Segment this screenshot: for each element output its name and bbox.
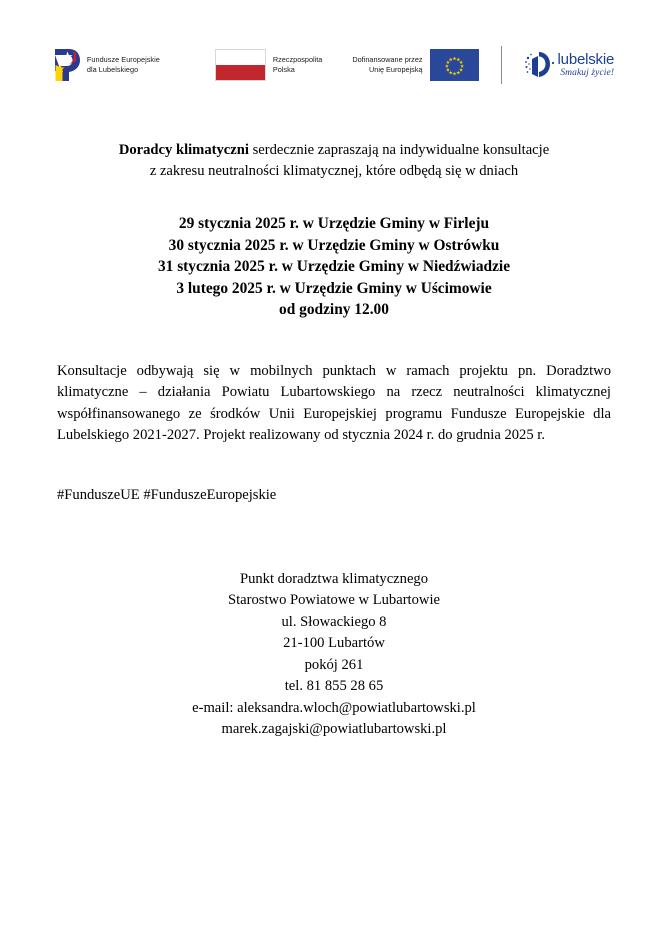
headline-line2: z zakresu neutralności klimatycznej, które odbędą się w dniach [149,163,519,179]
contact-email-primary: e-mail: aleksandra.wloch@powiatlubartowski.pl [192,699,476,716]
lubelskie-logo-block [524,50,615,80]
headline-bold-lead: Doradcy klimatyczni [118,142,249,158]
european-union-logo-block [352,49,478,81]
project-description-paragraph: Konsultacje odbywają się w mobilnych punktach w ramach projektu pn. Doradztwo klimatyczne – działania Powiatu Lubartowskiego na rzecz neutralności klimatycznej współfinansowanego ze środków Unii Europejskiej programu Fundusze Europejskie dla Lubelskiego 2021-2027. Projekt realizowany od stycznia 2024 r. do grudnia 2025 r. [57,362,611,443]
poland-flag-icon [215,49,266,81]
document-body [57,140,611,741]
headline [57,140,611,182]
eu-funds-logo-block [54,48,160,82]
contact-postal-city: 21-100 Lubartów [283,635,385,651]
eu-funds-caption-line1: Fundusze Europejskie [86,55,160,65]
date-line: 31 stycznia 2025 r. w Urzędzie Gminy w Niedźwiadzie [157,258,511,275]
poland-flag-red-band [216,65,265,80]
contact-email-secondary: marek.zagajski@powiatlubartowski.pl [221,721,447,737]
start-time-line: od godziny 12.00 [279,301,389,318]
contact-street: ul. Słowackiego 8 [281,613,387,630]
logo-group [54,46,614,84]
european-union-caption [352,55,422,74]
dates-block [57,213,611,321]
headline-rest-line1: serdecznie zapraszają na indywidualne konsultacje [248,142,550,158]
contact-office-name: Punkt doradztwa klimatycznego [239,570,429,587]
poland-caption [273,55,322,74]
contact-block [57,569,611,741]
lubelskie-slogan: Smakuj życie! [560,67,615,78]
european-union-caption-line1: Dofinansowane przez [352,55,423,65]
poland-caption-line1: Rzeczpospolita [272,55,323,65]
european-union-caption-line2: Unię Europejską [369,65,423,74]
lubelskie-text [558,52,615,79]
contact-phone: tel. 81 855 28 65 [284,678,384,694]
funding-logo-bar [0,40,668,90]
hashtags-line: #FunduszeUE #FunduszeEuropejskie [57,486,277,503]
eu-funds-logo [54,48,81,82]
european-union-flag-icon [430,49,479,81]
poland-caption-line2: Polska [272,65,295,74]
date-line: 30 stycznia 2025 r. w Urzędzie Gminy w Ostrówku [168,236,500,254]
eu-funds-caption [87,55,160,74]
eu-funds-caption-line2: dla Lubelskiego [86,65,139,74]
contact-room: pokój 261 [304,656,364,673]
lubelskie-logo [524,50,556,80]
lubelskie-wordmark: lubelskie [557,50,615,68]
poland-logo-block [215,49,322,81]
date-line: 3 lutego 2025 r. w Urzędzie Gminy w Uścimowie [176,279,492,297]
vertical-divider [501,46,502,84]
contact-institution: Starostwo Powiatowe w Lubartowie [228,592,440,608]
date-line: 29 stycznia 2025 r. w Urzędzie Gminy w Firleju [178,215,490,232]
